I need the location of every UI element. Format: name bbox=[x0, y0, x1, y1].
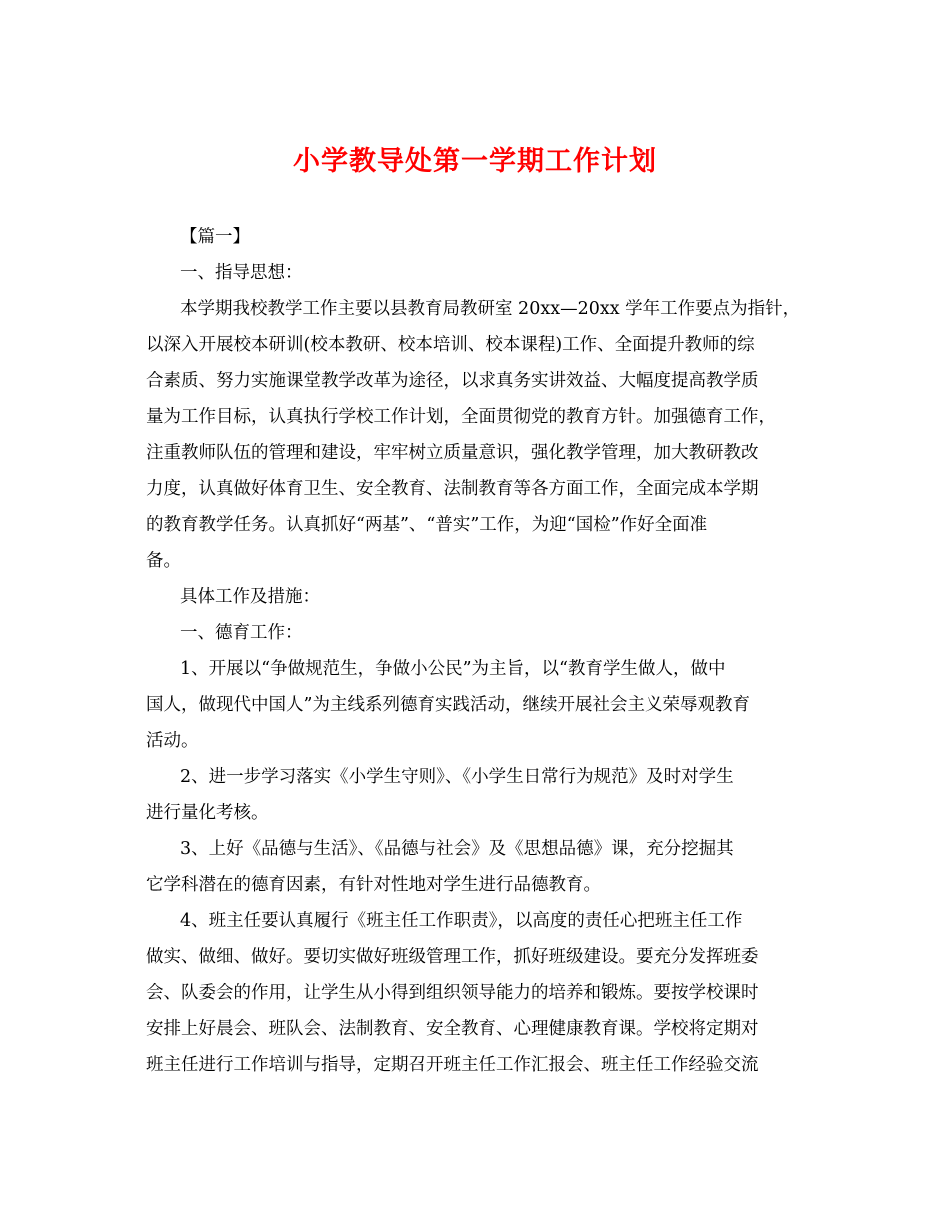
text-line: 力度，认真做好体育卫生、安全教育、法制教育等各方面工作，全面完成本学期 bbox=[146, 479, 759, 499]
text-line: 进行量化考核。 bbox=[146, 803, 269, 823]
text-line: 3、上好《品德与生活》、《品德与社会》及《思想品德》课，充分挖掘其 bbox=[180, 839, 734, 859]
text-line: 量为工作目标，认真执行学校工作计划，全面贯彻党的教育方针。加强德育工作， bbox=[146, 407, 776, 427]
text-line: 活动。 bbox=[146, 731, 199, 751]
text-line: 备。 bbox=[146, 551, 181, 571]
text-line: 班主任进行工作培训与指导，定期召开班主任工作汇报会、班主任工作经验交流 bbox=[146, 1055, 759, 1075]
text-line: 2、进一步学习落实《小学生守则》、《小学生日常行为规范》及时对学生 bbox=[180, 767, 734, 787]
document-body bbox=[146, 219, 808, 1083]
text-line: 【篇一】 bbox=[180, 227, 250, 247]
text-line: 注重教师队伍的管理和建设，牢牢树立质量意识，强化教学管理，加大教研教改 bbox=[146, 443, 759, 463]
text-line: 安排上好晨会、班队会、法制教育、安全教育、心理健康教育课。学校将定期对 bbox=[146, 1019, 759, 1039]
text-line: 合素质、努力实施课堂教学改革为途径，以求真务实讲效益、大幅度提高教学质 bbox=[146, 371, 759, 391]
page-title: 小学教导处第一学期工作计划 bbox=[293, 146, 657, 177]
text-line: 它学科潜在的德育因素，有针对性地对学生进行品德教育。 bbox=[146, 875, 601, 895]
text-line: 一、德育工作： bbox=[180, 623, 303, 643]
text-line: 会、队委会的作用，让学生从小得到组织领导能力的培养和锻炼。要按学校课时 bbox=[146, 983, 759, 1003]
text-line: 一、指导思想： bbox=[180, 263, 303, 283]
text-line: 做实、做细、做好。要切实做好班级管理工作，抓好班级建设。要充分发挥班委 bbox=[146, 947, 759, 967]
text-line: 本学期我校教学工作主要以县教育局教研室 20xx—20xx 学年工作要点为指针， bbox=[180, 299, 801, 319]
text-line: 具体工作及措施： bbox=[180, 587, 320, 607]
text-line: 的教育教学任务。认真抓好“两基”、“普实”工作，为迎“国检”作好全面准 bbox=[146, 515, 708, 535]
text-line: 以深入开展校本研训(校本教研、校本培训、校本课程)工作、全面提升教师的综 bbox=[146, 335, 755, 355]
text-line: 1、开展以“争做规范生，争做小公民”为主旨，以“教育学生做人，做中 bbox=[180, 659, 726, 679]
text-line: 国人，做现代中国人”为主线系列德育实践活动，继续开展社会主义荣辱观教育 bbox=[146, 695, 750, 715]
text-line: 4、班主任要认真履行《班主任工作职责》，以高度的责任心把班主任工作 bbox=[180, 911, 743, 931]
